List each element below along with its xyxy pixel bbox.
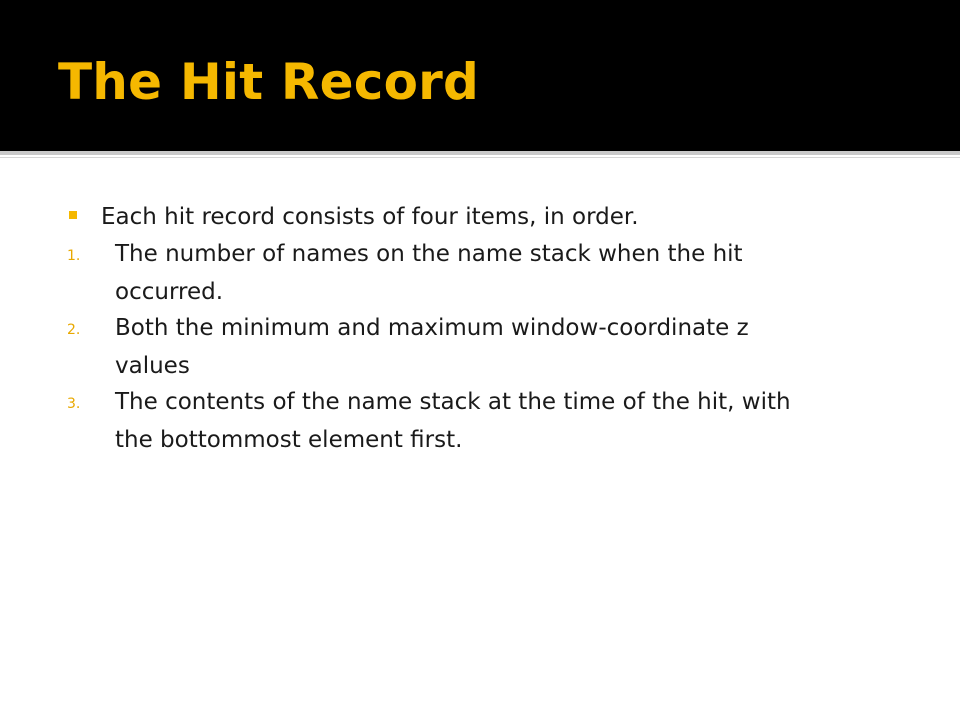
numbered-item-text: [115, 235, 743, 311]
bullet-item: [0, 198, 960, 236]
text-line: Both the minimum and maximum window-coordinate z: [115, 315, 749, 341]
numbered-item-1: [0, 235, 960, 311]
square-bullet-icon: [69, 211, 77, 219]
text-line: the bottommost element first.: [115, 427, 463, 453]
bullet-text: Each hit record consists of four items, in order.: [101, 204, 639, 230]
text-line: The number of names on the name stack when the hit: [115, 241, 743, 267]
list-number: 2.: [67, 322, 81, 338]
numbered-item-2: [0, 309, 960, 385]
list-number: 1.: [67, 248, 81, 264]
divider-rule: [0, 151, 960, 155]
title-bar: [0, 0, 960, 151]
list-number: 3.: [67, 396, 81, 412]
numbered-item-text: [115, 383, 791, 459]
text-line: values: [115, 353, 190, 379]
text-line: occurred.: [115, 279, 224, 305]
slide-title: The Hit Record: [58, 53, 479, 111]
numbered-item-text: [115, 309, 749, 385]
numbered-item-3: [0, 383, 960, 459]
divider-rule-thin: [0, 157, 960, 158]
text-line: The contents of the name stack at the time of the hit, with: [115, 389, 791, 415]
